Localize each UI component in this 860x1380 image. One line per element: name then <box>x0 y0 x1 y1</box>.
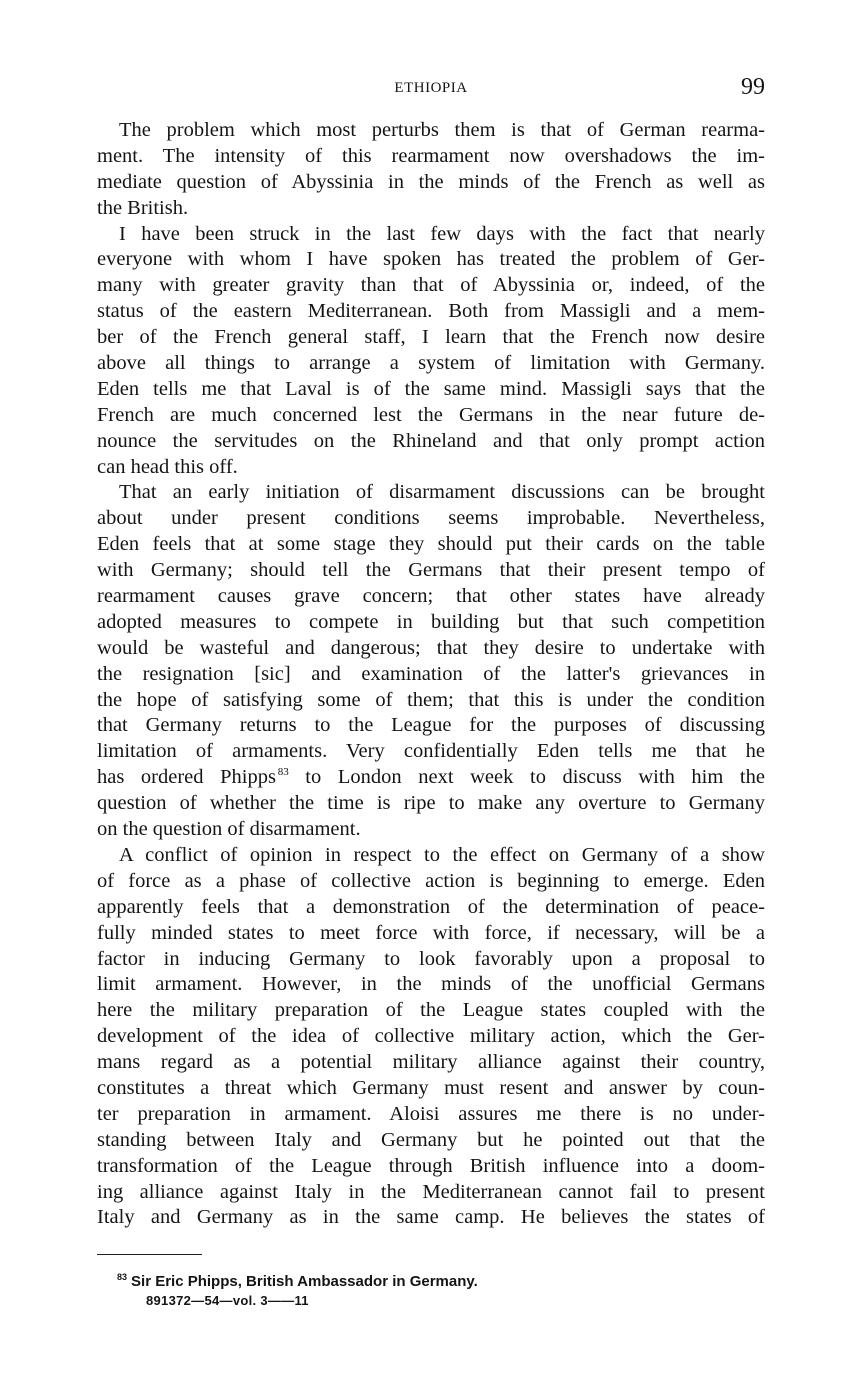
text-line: That an early initiation of disarmament discussions can be brought <box>119 481 765 504</box>
text-line: everyone with whom I have spoken has treated the problem of Ger- <box>97 248 765 271</box>
text-line: French are much concerned lest the Germans in the near future de- <box>97 403 765 426</box>
footnote-divider <box>97 1254 202 1255</box>
text-line-with-footnote-ref <box>97 765 765 791</box>
printer-signature-line: 891372—54—vol. 3——11 <box>146 1293 309 1308</box>
footnote-reference: 83 <box>277 766 289 779</box>
text-line: limitation of armaments. Very confidentially Eden tells me that he <box>97 740 765 763</box>
text-line: that Germany returns to the League for the purposes of discussing <box>97 714 765 737</box>
text-segment: to London next week to discuss with him the <box>305 766 765 789</box>
footnote <box>117 1267 478 1292</box>
text-line: standing between Italy and Germany but he pointed out that the <box>97 1128 765 1151</box>
text-line: Italy and Germany as in the same camp. He believes the states of <box>97 1206 765 1229</box>
text-line: ter preparation in armament. Aloisi assures me there is no under- <box>97 1102 765 1125</box>
text-line: the British. <box>97 196 189 219</box>
text-line: Eden feels that at some stage they should put their cards on the table <box>97 533 765 556</box>
text-line: many with greater gravity than that of Abyssinia or, indeed, of the <box>97 274 765 297</box>
text-line: would be wasteful and dangerous; that they desire to undertake with <box>97 636 765 659</box>
text-line: ing alliance against Italy in the Mediterranean cannot fail to present <box>97 1180 765 1203</box>
text-line: factor in inducing Germany to look favorably upon a proposal to <box>97 947 765 970</box>
text-line: rearmament causes grave concern; that other states have already <box>97 585 765 608</box>
text-line: A conflict of opinion in respect to the effect on Germany of a show <box>119 843 765 866</box>
text-line: above all things to arrange a system of limitation with Germany. <box>97 352 765 375</box>
text-line: about under present conditions seems improbable. Nevertheless, <box>97 507 765 530</box>
footnote-marker: 83 <box>117 1272 128 1282</box>
text-line: development of the idea of collective military action, which the Ger- <box>97 1025 765 1048</box>
text-line: Eden tells me that Laval is of the same mind. Massigli says that the <box>97 377 765 400</box>
page-number: 99 <box>741 74 765 100</box>
page-header <box>97 76 765 106</box>
footnote-text: Sir Eric Phipps, British Ambassador in Germany. <box>131 1273 478 1290</box>
text-line: can head this off. <box>97 455 238 478</box>
running-head: ETHIOPIA <box>394 80 468 96</box>
text-line: on the question of disarmament. <box>97 818 361 841</box>
text-line: with Germany; should tell the Germans that their present tempo of <box>97 559 765 582</box>
text-line: ber of the French general staff, I learn that the French now desire <box>97 326 765 349</box>
text-line: the hope of satisfying some of them; that this is under the condition <box>97 688 765 711</box>
text-line: of force as a phase of collective action is beginning to emerge. Eden <box>97 869 765 892</box>
text-line: limit armament. However, in the minds of the unofficial Germans <box>97 973 765 996</box>
text-segment: has ordered Phipps <box>97 766 276 789</box>
text-line: adopted measures to compete in building but that such competition <box>97 610 765 633</box>
text-line: nounce the servitudes on the Rhineland and that only prompt action <box>97 429 765 452</box>
text-line: fully minded states to meet force with force, if necessary, will be a <box>97 921 765 944</box>
text-line: ment. The intensity of this rearmament now overshadows the im- <box>97 144 765 167</box>
text-line: The problem which most perturbs them is that of German rearma- <box>119 119 765 141</box>
body-text <box>97 118 765 1231</box>
text-line: question of whether the time is ripe to make any overture to Germany <box>97 792 765 815</box>
text-line: mans regard as a potential military alliance against their country, <box>97 1051 765 1074</box>
text-line: apparently feels that a demonstration of the determination of peace- <box>97 895 765 918</box>
text-line: transformation of the League through British influence into a doom- <box>97 1154 765 1177</box>
text-line: constitutes a threat which Germany must resent and answer by coun- <box>97 1076 765 1099</box>
text-line: I have been struck in the last few days with the fact that nearly <box>119 222 765 245</box>
text-line: status of the eastern Mediterranean. Both from Massigli and a mem- <box>97 300 765 323</box>
text-line: the resignation [sic] and examination of the latter's grievances in <box>97 662 765 685</box>
text-line: here the military preparation of the League states coupled with the <box>97 999 765 1022</box>
text-line: mediate question of Abyssinia in the minds of the French as well as <box>97 170 765 193</box>
